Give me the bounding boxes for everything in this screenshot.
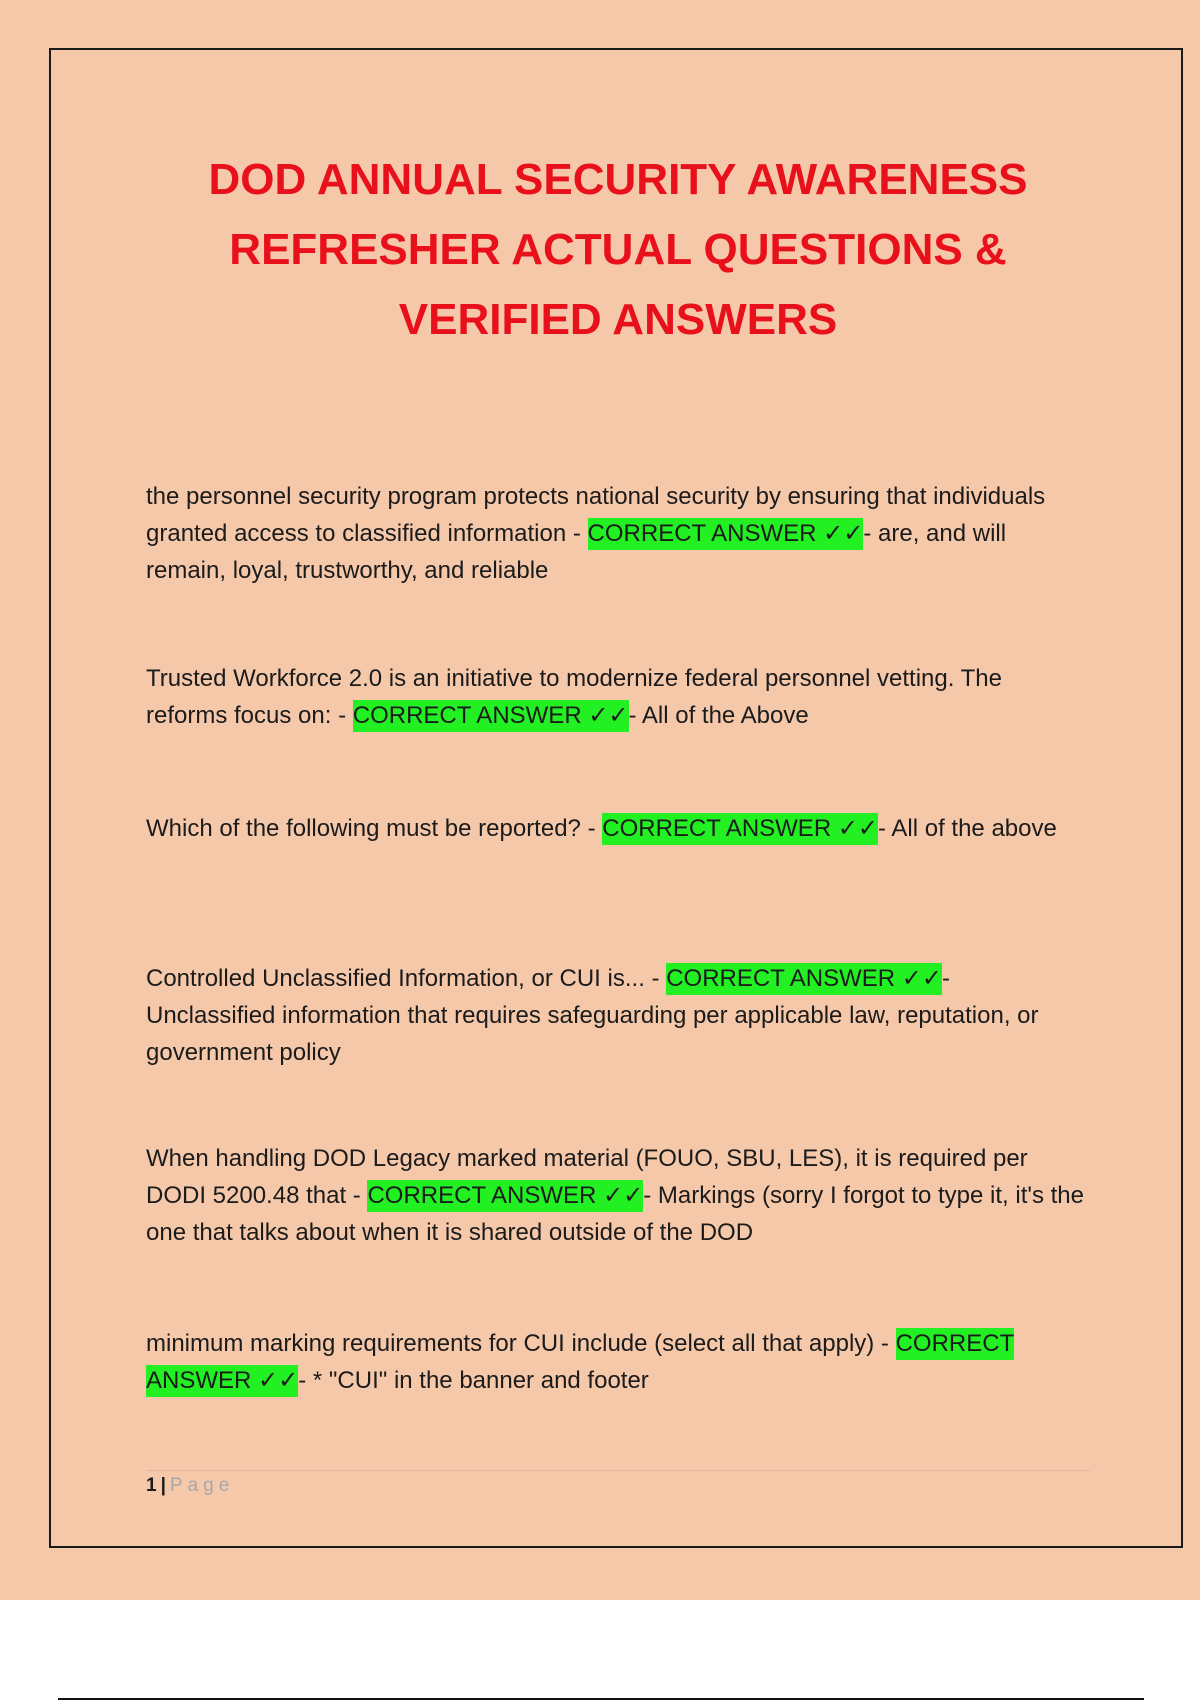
answer-text: - All of the above (878, 815, 1057, 842)
question-text: Trusted Workforce 2.0 is an initiative to modernize federal personnel vetting. The reforms focus on: - (146, 665, 1002, 729)
footer-separator: | (160, 1475, 166, 1496)
question-text: Which of the following must be reported? - (146, 815, 603, 842)
qa-item-2 (146, 660, 1086, 734)
answer-text: - * "CUI" in the banner and footer (298, 1367, 649, 1394)
question-text: minimum marking requirements for CUI include (select all that apply) - (146, 1330, 896, 1357)
correct-answer-marker: CORRECT ANSWER ✓✓ (602, 813, 878, 845)
question-text: When handling DOD Legacy marked material (FOUO, SBU, LES), it is required per DODI 5200.48 that - (146, 1145, 1028, 1209)
correct-answer-marker: CORRECT ANSWER ✓✓ (353, 700, 629, 732)
answer-text: - are, and will remain, loyal, trustworthy, and reliable (146, 520, 1007, 584)
qa-item-4 (146, 960, 1086, 1071)
question-text: the personnel security program protects national security by ensuring that individuals granted access to classified information - (146, 483, 1046, 547)
page-number: 1 (146, 1475, 157, 1496)
answer-text: - Unclassified information that requires safeguarding per applicable law, reputation, or government policy (146, 965, 1039, 1066)
question-text: Controlled Unclassified Information, or CUI is... - (146, 965, 667, 992)
correct-answer-marker: CORRECT ANSWER ✓✓ (146, 1328, 1014, 1397)
qa-item-3 (146, 810, 1086, 847)
correct-answer-marker: CORRECT ANSWER ✓✓ (588, 518, 864, 550)
correct-answer-marker: CORRECT ANSWER ✓✓ (666, 963, 942, 995)
qa-item-1 (146, 478, 1086, 589)
qa-item-6 (146, 1325, 1086, 1399)
document-title (120, 145, 1116, 355)
qa-item-5 (146, 1140, 1086, 1251)
answer-text: - Markings (sorry I forgot to type it, it's the one that talks about when it is shared outside of the DOD (146, 1182, 1084, 1246)
page-footer (146, 1470, 1090, 1497)
answer-text: - All of the Above (628, 702, 809, 729)
title-line-2: REFRESHER ACTUAL QUESTIONS & (229, 225, 1007, 274)
title-line-3: VERIFIED ANSWERS (398, 295, 838, 344)
title-line-1: DOD ANNUAL SECURITY AWARENESS (208, 155, 1028, 204)
page-label: Page (169, 1475, 235, 1496)
correct-answer-marker: CORRECT ANSWER ✓✓ (367, 1180, 643, 1212)
